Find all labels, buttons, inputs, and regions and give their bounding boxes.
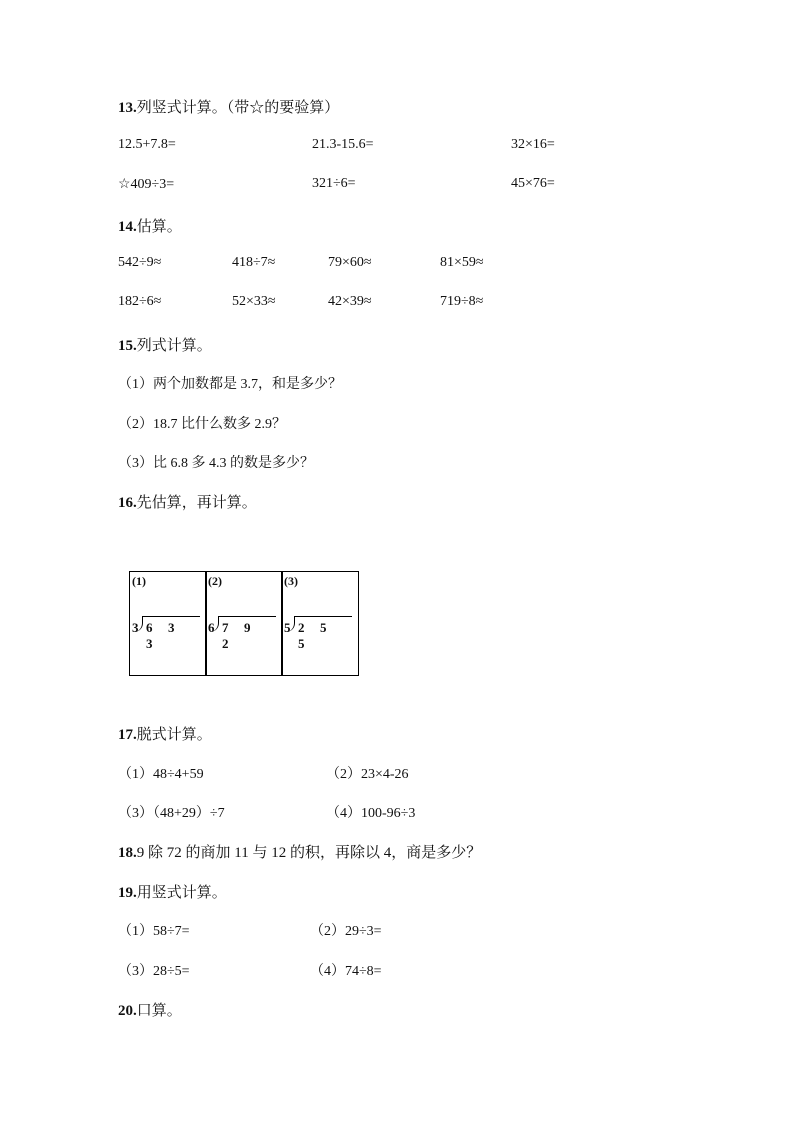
q19-item-3: （3）28÷5= [118, 964, 190, 979]
dividend [298, 620, 358, 652]
question-number: 17. [118, 727, 137, 743]
question-18-heading [118, 841, 481, 862]
q13-item-1: 12.5+7.8= [118, 137, 176, 152]
q17-item-3: （3）（48+29）÷7 [118, 806, 225, 821]
division-bracket [286, 616, 295, 632]
question-title: 脱式计算。 [136, 727, 212, 743]
division-box-label: (1) [132, 574, 146, 588]
dividend-digit: 5 [320, 620, 327, 635]
q15-item-1: （1）两个加数都是 3.7，和是多少？ [118, 377, 342, 392]
divisor: 5 [284, 620, 291, 635]
q14-item-7: 42×39≈ [328, 294, 372, 309]
q13-item-3: 32×16= [511, 137, 555, 152]
question-number: 18. [118, 845, 137, 861]
question-15-heading [118, 334, 212, 355]
question-number: 19. [118, 885, 137, 901]
dividend-digit: 6 [146, 620, 153, 635]
question-number: 13. [118, 100, 137, 116]
division-bracket [134, 616, 143, 632]
dividend-digit: 2 [222, 636, 229, 651]
q14-item-6: 52×33≈ [232, 294, 276, 309]
q17-item-2: （2）23×4-26 [326, 767, 409, 782]
question-14-heading [118, 215, 182, 236]
q17-item-4: （4）100-96÷3 [326, 806, 416, 821]
dividend-digit: 7 [222, 620, 229, 635]
q13-item-6: 45×76= [511, 176, 555, 191]
dividend-digit: 9 [244, 620, 251, 635]
division-box-label: (2) [208, 574, 222, 588]
question-number: 14. [118, 219, 137, 235]
question-13-heading [118, 96, 339, 117]
division-bar [142, 616, 200, 617]
question-title: 用竖式计算。 [136, 885, 227, 901]
dividend-digit: 3 [168, 620, 175, 635]
question-number: 20. [118, 1003, 137, 1019]
q15-item-2: （2）18.7 比什么数多 2.9？ [118, 417, 286, 432]
question-17-heading [118, 723, 212, 744]
q14-item-4: 81×59≈ [440, 255, 484, 270]
q19-item-4: （4）74÷8= [310, 964, 382, 979]
divisor: 3 [132, 620, 139, 635]
question-title: 先估算，再计算。 [136, 495, 257, 511]
division-bar [294, 616, 352, 617]
question-16-heading [118, 491, 257, 512]
question-title: 口算。 [136, 1003, 182, 1019]
question-title: 9 除 72 的商加 11 与 12 的积，再除以 4，商是多少？ [136, 845, 482, 861]
q19-item-2: （2）29÷3= [310, 924, 382, 939]
question-title: 列式计算。 [136, 338, 212, 354]
dividend-digit: 5 [298, 636, 305, 651]
division-bar [218, 616, 276, 617]
question-19-heading [118, 881, 227, 902]
division-bracket [210, 616, 219, 632]
q14-item-8: 719÷8≈ [440, 294, 484, 309]
q17-item-1: （1）48÷4+59 [118, 767, 204, 782]
division-box-2 [205, 571, 283, 676]
q13-item-2: 21.3-15.6= [312, 137, 374, 152]
dividend-digit: 2 [298, 620, 305, 635]
dividend [222, 620, 282, 652]
division-box-1 [129, 571, 207, 676]
q14-item-3: 79×60≈ [328, 255, 372, 270]
question-number: 16. [118, 495, 137, 511]
question-number: 15. [118, 338, 137, 354]
q14-item-2: 418÷7≈ [232, 255, 276, 270]
divisor: 6 [208, 620, 215, 635]
question-20-heading [118, 999, 182, 1020]
question-title: 列竖式计算。（带☆的要验算） [136, 100, 340, 116]
q13-item-5: 321÷6= [312, 176, 356, 191]
dividend-digit: 3 [146, 636, 153, 651]
q13-item-4: ☆409÷3= [118, 177, 175, 192]
division-box-label: (3) [284, 574, 298, 588]
question-title: 估算。 [136, 219, 182, 235]
q19-item-1: （1）58÷7= [118, 924, 190, 939]
q14-item-5: 182÷6≈ [118, 294, 162, 309]
division-box-3 [281, 571, 359, 676]
q14-item-1: 542÷9≈ [118, 255, 162, 270]
dividend [146, 620, 206, 652]
q15-item-3: （3）比 6.8 多 4.3 的数是多少？ [118, 456, 314, 471]
